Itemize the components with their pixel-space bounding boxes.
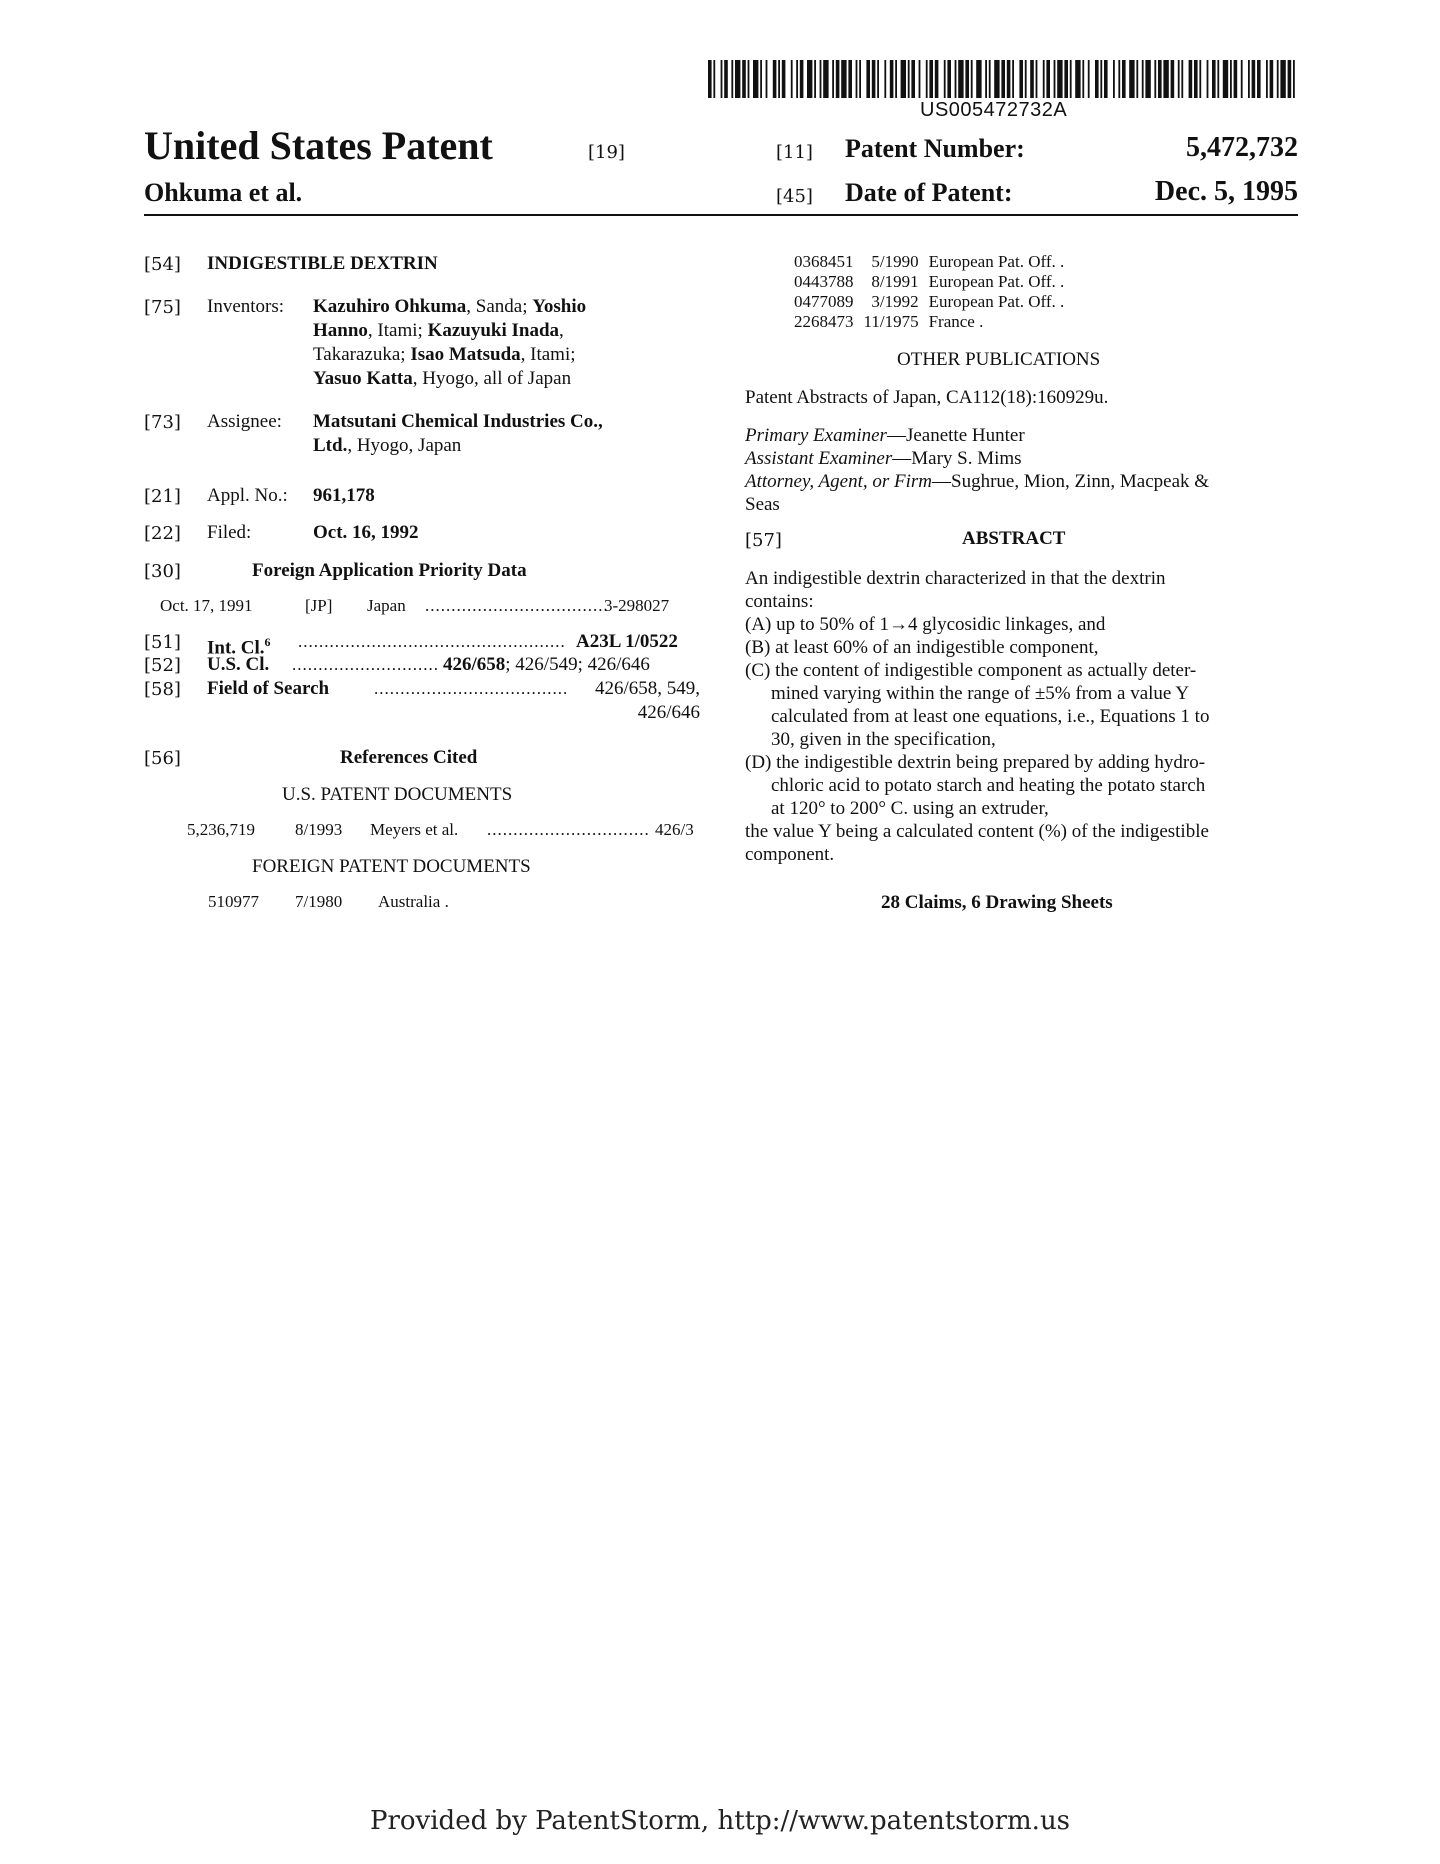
barcode-bar <box>955 60 957 98</box>
abstract-line: the value Y being a calculated content (%) of the indigestible <box>745 821 1209 842</box>
barcode-bar <box>1257 60 1261 98</box>
foreign-doc-row <box>794 312 1074 332</box>
us-doc-name: Meyers et al. <box>370 820 459 839</box>
barcode-bar <box>1057 60 1062 98</box>
barcode-bar <box>731 60 733 98</box>
foreign-doc-date: 11/1975 <box>863 312 919 331</box>
refs-code: [56] <box>144 748 181 769</box>
abstract-body <box>745 567 1300 866</box>
barcode-bar <box>823 60 828 98</box>
barcode-bar <box>735 60 740 98</box>
barcode-image <box>708 60 1298 98</box>
barcode-bar <box>877 60 879 98</box>
barcode-bar <box>890 60 894 98</box>
abstract-line: contains: <box>745 591 814 612</box>
barcode-bar <box>1007 60 1011 98</box>
barcode-bar <box>884 60 886 98</box>
barcode-bar <box>721 60 723 98</box>
uscl-value: 426/658; 426/549; 426/646 <box>443 654 650 675</box>
barcode-bar <box>1234 60 1238 98</box>
abstract-line: component. <box>745 844 835 865</box>
assignee-code: [73] <box>144 412 181 433</box>
barcode-bar <box>929 60 933 98</box>
refs-heading: References Cited <box>340 747 478 768</box>
barcode-bar <box>1158 60 1162 98</box>
assignee-line: Ltd., Hyogo, Japan <box>313 435 462 456</box>
barcode-bar <box>1189 60 1193 98</box>
barcode-bar <box>800 60 804 98</box>
barcode-bar <box>985 60 987 98</box>
barcode-bar <box>1019 60 1023 98</box>
other-pubs-heading: OTHER PUBLICATIONS <box>897 349 1101 370</box>
barcode-bar <box>1288 60 1292 98</box>
foreign-doc-number: 2268473 <box>794 312 854 331</box>
barcode-bar <box>1012 60 1014 98</box>
leader-dots: ............................... <box>487 820 650 839</box>
barcode-bar <box>976 60 981 98</box>
barcode-bar <box>919 60 921 98</box>
uscl-label: U.S. Cl. <box>207 654 270 675</box>
patent-title-heading: United States Patent <box>144 123 493 168</box>
patent-date: Dec. 5, 1995 <box>1154 176 1298 207</box>
barcode-bar <box>1163 60 1168 98</box>
barcode-bar <box>1212 60 1216 98</box>
barcode-bar <box>958 60 963 98</box>
barcode-bar <box>778 60 780 98</box>
barcode-bar <box>1001 60 1005 98</box>
foreign-doc-date: 8/1991 <box>871 272 919 291</box>
other-pub: Patent Abstracts of Japan, CA112(18):160929u. <box>745 387 1109 408</box>
barcode-bar <box>832 60 834 98</box>
barcode-bar <box>1104 60 1108 98</box>
fos-value <box>570 677 700 725</box>
leader-dots: ..................................... <box>374 679 569 698</box>
appl-label: Appl. No.: <box>207 485 288 506</box>
barcode-bar <box>1046 60 1050 98</box>
foreign-doc-row <box>794 272 1074 292</box>
barcode-bar <box>1248 60 1250 98</box>
footer-provider: Provided by PatentStorm, http://www.patentstorm.us <box>369 1806 1071 1836</box>
foreign-priority-date: Oct. 17, 1991 <box>160 596 253 615</box>
foreign-doc-date: 5/1990 <box>871 252 919 271</box>
barcode-bar <box>965 60 969 98</box>
assignee-value <box>313 410 713 458</box>
primary-examiner: Primary Examiner—Jeanette Hunter <box>745 425 1025 446</box>
foreign-priority-country-code: [JP] <box>305 596 333 615</box>
title-code: [19] <box>588 142 625 163</box>
barcode-bar <box>1270 60 1274 98</box>
appl-number: 961,178 <box>313 485 375 506</box>
date-code: [45] <box>776 186 813 207</box>
us-doc-class: 426/3 <box>655 820 694 839</box>
barcode-bar <box>1181 60 1183 98</box>
foreign-doc-country: Australia . <box>378 892 449 911</box>
barcode-bar <box>753 60 758 98</box>
barcode-bar <box>1223 60 1228 98</box>
patent-number-label: Patent Number: <box>845 134 1025 163</box>
barcode-bar <box>866 60 870 98</box>
barcode-bar <box>989 60 991 98</box>
filed-code: [22] <box>144 523 181 544</box>
inventors-label: Inventors: <box>207 296 285 317</box>
barcode-bar <box>1064 60 1068 98</box>
date-label: Date of Patent: <box>845 178 1013 207</box>
abstract-heading: ABSTRACT <box>962 528 1066 549</box>
foreign-doc-office: European Pat. Off. . <box>928 292 1065 311</box>
leader-dots: ................................... <box>425 596 609 615</box>
abstract-line: (C) the content of indigestible component as actually deter- <box>745 660 1197 681</box>
us-docs-heading: U.S. PATENT DOCUMENTS <box>282 784 513 805</box>
barcode-bar <box>1095 60 1099 98</box>
invention-title: INDIGESTIBLE DEXTRIN <box>207 253 438 274</box>
assistant-examiner: Assistant Examiner—Mary S. Mims <box>745 448 1022 469</box>
foreign-doc-number: 0477089 <box>794 292 854 311</box>
barcode-number: US005472732A <box>920 99 1068 121</box>
foreign-doc-date: 7/1980 <box>295 892 343 911</box>
barcode-bar <box>935 60 939 98</box>
inventor-line: Hanno, Itami; Kazuyuki Inada, <box>313 320 564 341</box>
us-doc-number: 5,236,719 <box>187 820 255 839</box>
barcode-bar <box>1129 60 1134 98</box>
barcode-bar <box>1241 60 1243 98</box>
us-doc-date: 8/1993 <box>295 820 343 839</box>
barcode-bar <box>911 60 915 98</box>
barcode-bar <box>944 60 946 98</box>
barcode-bar <box>782 60 786 98</box>
foreign-doc-number: 0368451 <box>794 252 854 271</box>
foreign-priority-number: 3-298027 <box>604 596 670 615</box>
intcl-value: A23L 1/0522 <box>576 631 678 652</box>
foreign-doc-row <box>794 292 1074 312</box>
barcode-bar <box>708 60 712 98</box>
barcode-bar <box>1036 60 1038 98</box>
barcode-bar <box>947 60 951 98</box>
foreign-doc-office: European Pat. Off. . <box>928 272 1065 291</box>
abstract-line: mined varying within the range of ±5% from a value Y <box>771 683 1190 704</box>
barcode-bar <box>742 60 746 98</box>
foreign-doc-row <box>794 252 1074 272</box>
barcode-bar <box>1043 60 1045 98</box>
attorney: Attorney, Agent, or Firm—Sughrue, Mion, Zinn, Macpeak & <box>745 471 1210 492</box>
barcode-bar <box>1100 60 1102 98</box>
inventors-code: [75] <box>144 297 181 318</box>
leader-dots: ................................................... <box>298 632 566 651</box>
abstract-line: (A) up to 50% of 1→4 glycosidic linkages, and <box>745 614 1106 635</box>
abstract-line: at 120° to 200° C. using an extruder, <box>771 798 1049 819</box>
barcode-bar <box>1207 60 1209 98</box>
inventor-line: Kazuhiro Ohkuma, Sanda; Yoshio <box>313 296 587 317</box>
foreign-docs-heading: FOREIGN PATENT DOCUMENTS <box>252 856 531 877</box>
foreign-priority-country: Japan <box>367 596 406 615</box>
foreign-priority-code: [30] <box>144 561 181 582</box>
inventor-line: Takarazuka; Isao Matsuda, Itami; <box>313 344 576 365</box>
fos-value-line: 426/646 <box>637 702 700 723</box>
fos-value-line: 426/658, 549, <box>594 678 700 699</box>
barcode-bar <box>859 60 861 98</box>
barcode-bar <box>748 60 750 98</box>
barcode-bar <box>1082 60 1084 98</box>
barcode-bar <box>1293 60 1295 98</box>
abstract-line: 30, given in the specification, <box>771 729 996 750</box>
leader-dots: ............................ <box>292 655 439 674</box>
barcode-bar <box>1054 60 1056 98</box>
barcode-bar <box>895 60 897 98</box>
barcode-bar <box>1118 60 1120 98</box>
foreign-docs-table <box>794 252 1074 332</box>
barcode-bar <box>872 60 876 98</box>
barcode-bar <box>848 60 852 98</box>
foreign-doc-number: 0443788 <box>794 272 854 291</box>
barcode-bar <box>971 60 973 98</box>
patent-number-code: [11] <box>776 142 813 163</box>
attorney-cont: Seas <box>745 494 780 515</box>
barcode-bar <box>1142 60 1144 98</box>
appl-code: [21] <box>144 486 181 507</box>
barcode-bar <box>724 60 728 98</box>
barcode-bar <box>1122 60 1126 98</box>
barcode-bar <box>1113 60 1115 98</box>
barcode-bar <box>796 60 798 98</box>
barcode-bar <box>814 60 816 98</box>
assignee-label: Assignee: <box>207 411 282 432</box>
foreign-doc-office: France . <box>928 312 984 331</box>
barcode-bar <box>1075 60 1080 98</box>
barcode-bar <box>908 60 910 98</box>
barcode-bar <box>1070 60 1072 98</box>
barcode-bar <box>1280 60 1285 98</box>
foreign-priority-heading: Foreign Application Priority Data <box>252 560 527 581</box>
barcode-bar <box>1145 60 1150 98</box>
barcode-bar <box>1199 60 1201 98</box>
assignee-line: Matsutani Chemical Industries Co., <box>313 411 603 432</box>
barcode-bar <box>1030 60 1034 98</box>
barcode-bar <box>1194 60 1198 98</box>
header-rule <box>144 214 1298 216</box>
barcode-bar <box>820 60 822 98</box>
abstract-line: (B) at least 60% of an indigestible component, <box>745 637 1099 658</box>
foreign-doc-office: European Pat. Off. . <box>928 252 1065 271</box>
barcode-bar <box>791 60 793 98</box>
inventors-list <box>313 295 713 391</box>
barcode-bar <box>1178 60 1180 98</box>
barcode-bar <box>1252 60 1256 98</box>
barcode-bar <box>1277 60 1279 98</box>
intcl-code: [51] <box>144 632 181 653</box>
barcode-bar <box>926 60 928 98</box>
barcode-bar <box>807 60 812 98</box>
barcode-bar <box>994 60 999 98</box>
barcode-bar <box>901 60 906 98</box>
barcode-bar <box>1266 60 1268 98</box>
abstract-line: (D) the indigestible dextrin being prepared by adding hydro- <box>745 752 1206 773</box>
barcode-bar <box>766 60 768 98</box>
barcode-bar <box>1171 60 1175 98</box>
barcode-bar <box>1230 60 1232 98</box>
filed-date: Oct. 16, 1992 <box>313 522 419 543</box>
patent-number: 5,472,732 <box>1186 132 1298 163</box>
title-field-code: [54] <box>144 254 181 275</box>
inventors-short: Ohkuma et al. <box>144 178 303 207</box>
uscl-code: [52] <box>144 655 181 676</box>
filed-label: Filed: <box>207 522 252 543</box>
barcode-bar <box>773 60 777 98</box>
inventor-line: Yasuo Katta, Hyogo, all of Japan <box>313 368 572 389</box>
foreign-doc-number: 510977 <box>208 892 259 911</box>
barcode-bar <box>1136 60 1138 98</box>
barcode-bar <box>1025 60 1027 98</box>
barcode-bar <box>841 60 846 98</box>
barcode-bar <box>856 60 858 98</box>
abstract-line: calculated from at least one equations, i.e., Equations 1 to <box>771 706 1210 727</box>
barcode-bar <box>836 60 840 98</box>
foreign-doc-date: 3/1992 <box>871 292 919 311</box>
barcode-bar <box>1154 60 1156 98</box>
barcode-bar <box>1217 60 1219 98</box>
abstract-line: chloric acid to potato starch and heating the potato starch <box>771 775 1206 796</box>
intcl-label: Int. Cl.$^6$ <box>207 635 271 659</box>
fos-label: Field of Search <box>207 678 330 699</box>
barcode-bar <box>713 60 715 98</box>
abstract-code: [57] <box>745 530 782 551</box>
abstract-line: An indigestible dextrin characterized in that the dextrin <box>745 568 1166 589</box>
fos-code: [58] <box>144 679 181 700</box>
claims-summary: 28 Claims, 6 Drawing Sheets <box>881 892 1113 913</box>
barcode-bar <box>1088 60 1090 98</box>
barcode-bar <box>760 60 762 98</box>
